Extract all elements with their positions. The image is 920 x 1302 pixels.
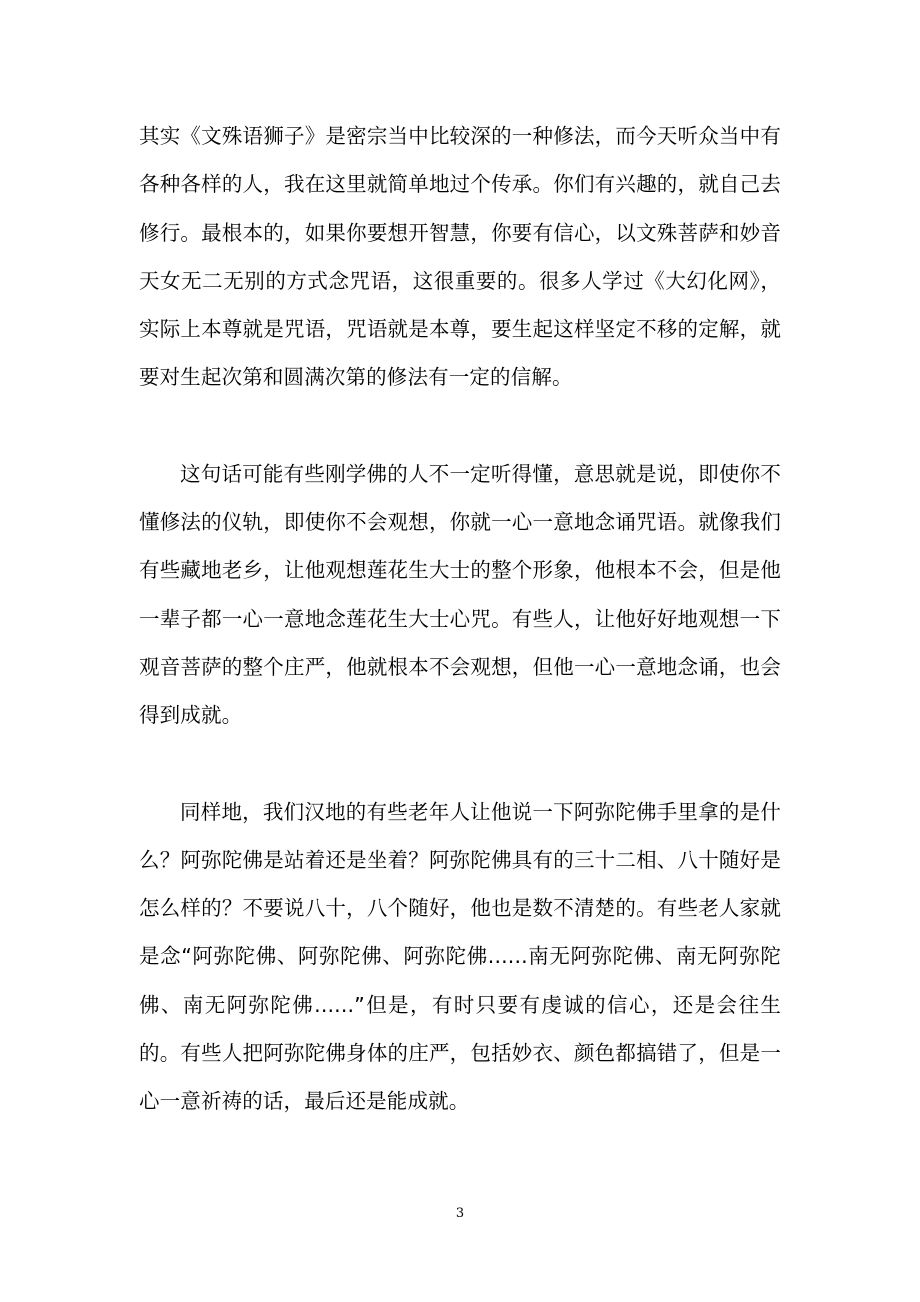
page-number: 3 xyxy=(455,1206,465,1221)
paragraph-2: 这句话可能有些刚学佛的人不一定听得懂，意思就是说，即使你不懂修法的仪轨，即使你不会观想，你就一心一意地念诵咒语。就像我们有些藏地老乡，让他观想莲花生大士的整个形象，他根本不会，但是他一辈子都一心一意地念莲花生大士心咒。有些人，让他好好地观想一下观音菩萨的整个庄严，他就根本不会观想，但他一心一意地念诵，也会得到成就。 xyxy=(139,461,781,728)
body-text xyxy=(139,112,781,1126)
paragraph-1: 其实《文殊语狮子》是密宗当中比较深的一种修法，而今天听众当中有各种各样的人，我在这里就简单地过个传承。你们有兴趣的，就自己去修行。最根本的，如果你要想开智慧，你要有信心，以文殊菩萨和妙音天女无二无别的方式念咒语，这很重要的。很多人学过《大幻化网》，实际上本尊就是咒语，咒语就是本尊，要生起这样坚定不移的定解，就要对生起次第和圆满次第的修法有一定的信解。 xyxy=(139,124,781,390)
paragraph-3: 同样地，我们汉地的有些老年人让他说一下阿弥陀佛手里拿的是什么？阿弥陀佛是站着还是坐着？阿弥陀佛具有的三十二相、八十随好是怎么样的？不要说八十，八个随好，他也是数不清楚的。有些老人家就是念“阿弥陀佛、阿弥陀佛、阿弥陀佛......南无阿弥陀佛、南无阿弥陀佛、南无阿弥陀佛......”但是，有时只要有虔诚的信心，还是会往生的。有些人把阿弥陀佛身体的庄严，包括妙衣、颜色都搞错了，但是一心一意祈祷的话，最后还是能成就。 xyxy=(139,799,781,1114)
